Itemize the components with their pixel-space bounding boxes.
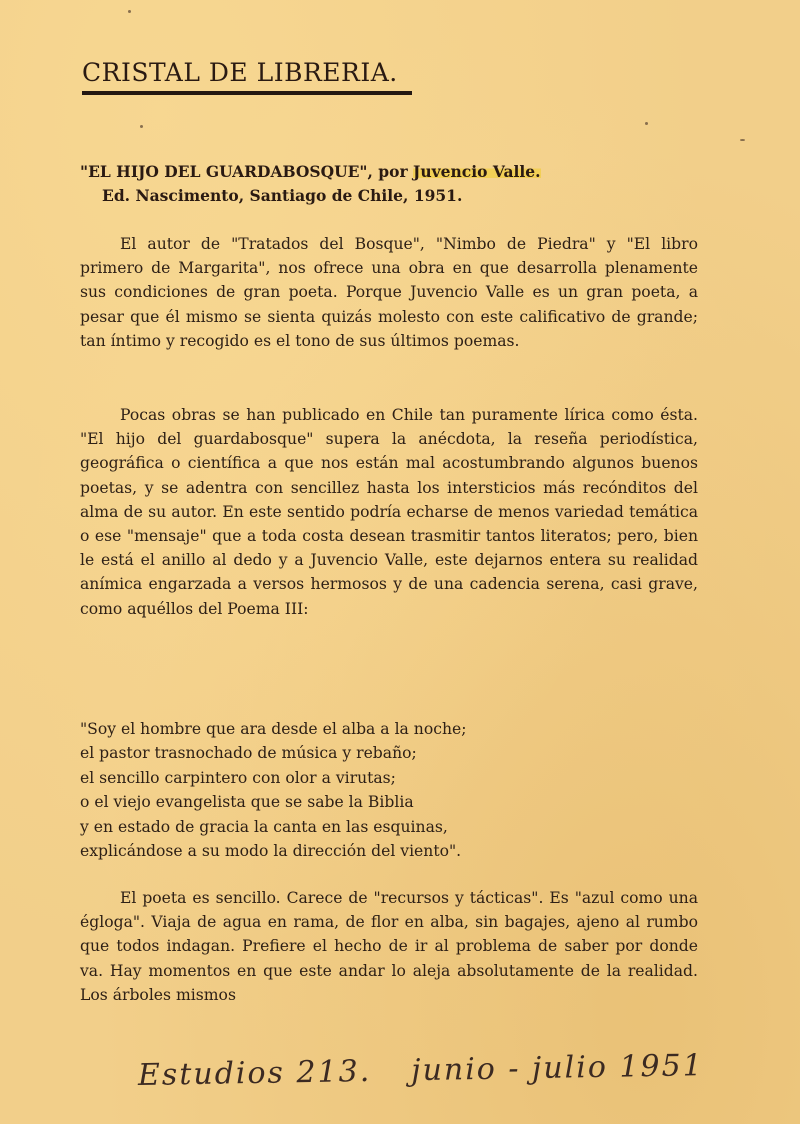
paragraph-text: El autor de "Tratados del Bosque", "Nimbo de Piedra" y "El libro primero de Margarita", nos ofrece una obra en que desarrolla plenamente sus condiciones de gran poeta. Porque Juvencio Valle es un gran poeta, a pesar que él mismo se sienta quizás molesto con este calificativo de grande; tan íntimo y recogido es el tono de sus últimos poemas. <box>80 235 698 350</box>
paper-speck <box>645 122 648 125</box>
paper-speck <box>140 125 143 128</box>
poem-verse: y en estado de gracia la canta en las esquinas, <box>80 817 448 836</box>
review-paragraph-1 <box>80 232 698 353</box>
section-title: CRISTAL DE LIBRERIA. <box>82 58 398 87</box>
book-author-highlighted: Juvencio Valle. <box>413 162 541 181</box>
paper-speck <box>128 10 131 13</box>
poem-quote <box>80 717 700 863</box>
poem-verse: el pastor trasnochado de música y rebaño; <box>80 744 417 763</box>
review-paragraph-2 <box>80 403 698 621</box>
poem-verse: explicándose a su modo la dirección del viento". <box>80 842 462 861</box>
book-title: "EL HIJO DEL GUARDABOSQUE", por <box>80 162 414 181</box>
handwritten-magazine: Estudios 213. <box>137 1053 372 1093</box>
poem-verse: "Soy el hombre que ara desde el alba a la noche; <box>80 720 467 738</box>
paragraph-text: El poeta es sencillo. Carece de "recursos y tácticas". Es "azul como una égloga". Viaja de agua en rama, de flor en alba, sin bagajes, ajeno al rumbo que todos indagan. Prefiere el hecho de ir al problema de saber por donde va. Hay momentos en que este andar lo aleja absolutamente de la realidad. Los árboles mismos <box>80 889 698 1004</box>
handwritten-date: junio - julio 1951 <box>410 1048 705 1089</box>
book-heading <box>80 160 720 208</box>
book-publication: Ed. Nascimento, Santiago de Chile, 1951. <box>102 186 463 205</box>
title-underline <box>82 91 412 95</box>
paragraph-text: Pocas obras se han publicado en Chile tan puramente lírica como ésta. "El hijo del guardabosque" supera la anécdota, la reseña periodística, geográfica o científica a que nos están mal acostumbrando algunos buenos poetas, y se adentra con sencillez hasta los intersticios más recónditos del alma de su autor. En este sentido podría echarse de menos variedad temática o ese "mensaje" que a toda costa desean trasmitir tantos literatos; pero, bien le está el anillo al dedo y a Juvencio Valle, este dejarnos entera su realidad anímica engarzada a versos hermosos y de una cadencia serena, casi grave, como aquéllos del Poema III: <box>80 406 698 618</box>
poem-verse: el sencillo carpintero con olor a virutas; <box>80 768 396 787</box>
handwritten-annotation <box>138 1047 744 1093</box>
paper-speck <box>740 139 745 141</box>
poem-verse: o el viejo evangelista que se sabe la Biblia <box>80 793 414 812</box>
review-paragraph-3 <box>80 886 698 1007</box>
